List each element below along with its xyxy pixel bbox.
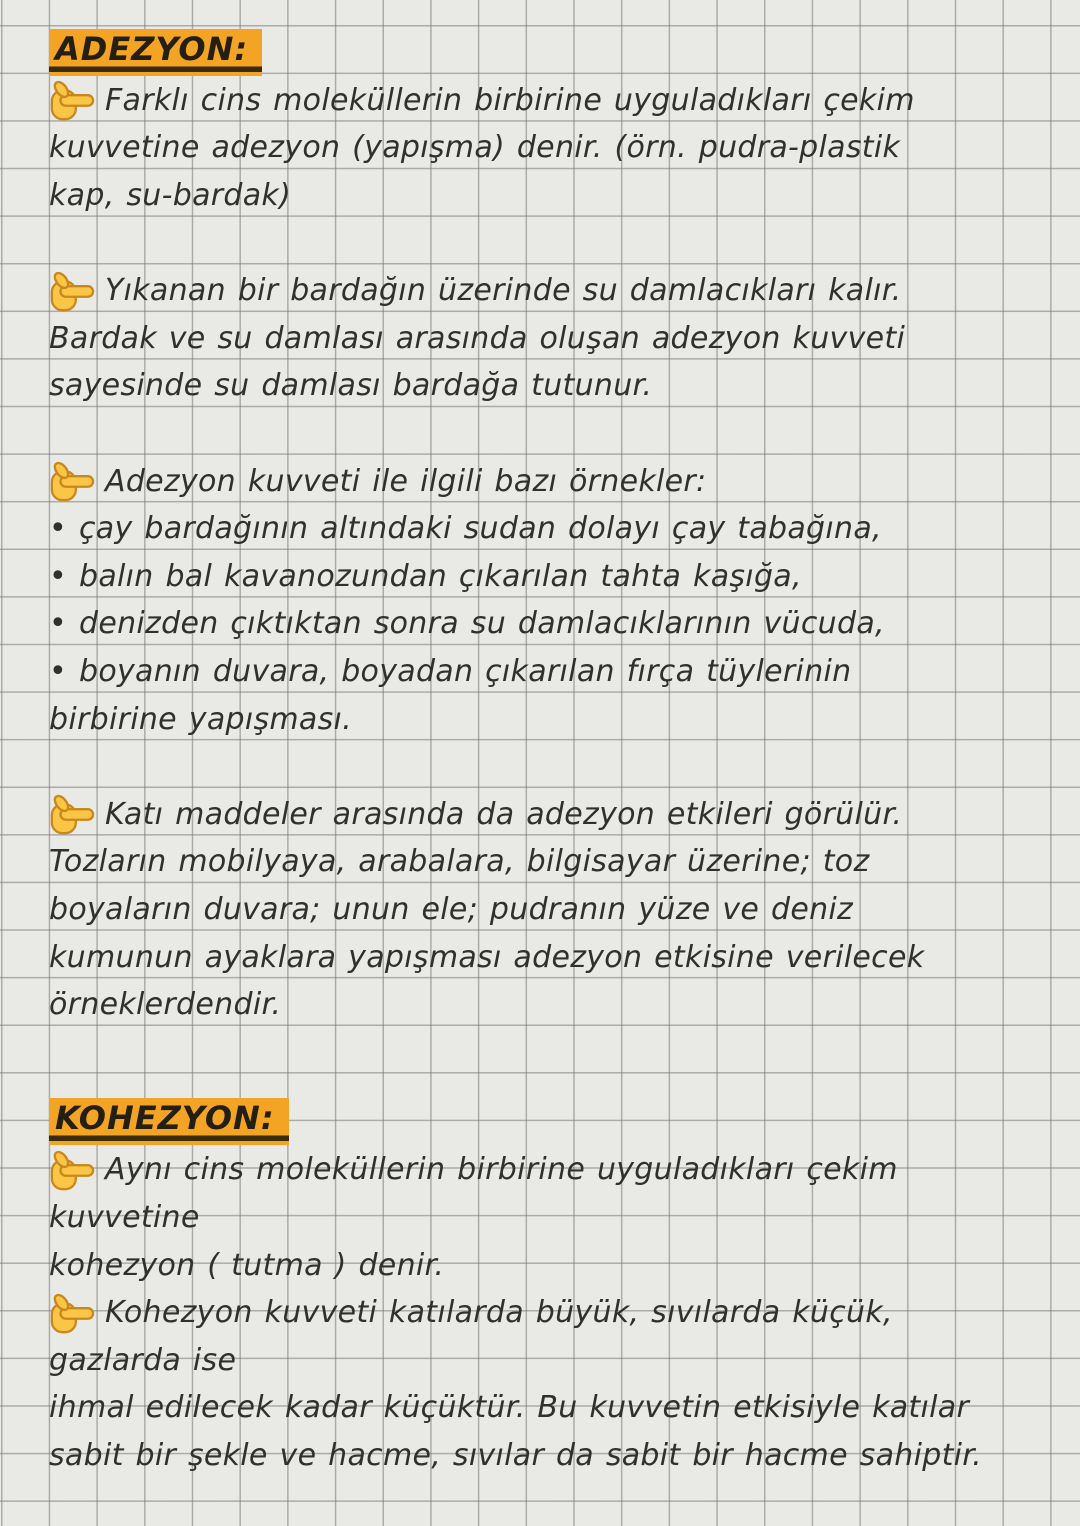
note-line: [49, 77, 1080, 125]
heading-highlight: ADEZYON:: [49, 29, 262, 76]
note-line: [49, 457, 1080, 505]
line-text: kohezyon ( tutma ) denir.: [49, 1247, 445, 1283]
note-line: [49, 1336, 1080, 1384]
line-text: Katı maddeler arasında da adezyon etkileri görülür.: [105, 796, 903, 832]
note-line: [49, 791, 1080, 839]
note-line: [49, 172, 1080, 220]
line-text: sabit bir şekle ve hacme, sıvılar da sabit bir hacme sahiptir.: [49, 1437, 982, 1473]
note-line: [49, 838, 1080, 886]
line-text: boyanın duvara, boyadan çıkarılan fırça tüylerinin: [79, 654, 852, 690]
line-text: Tozların mobilyaya, arabalara, bilgisayar üzerine; toz: [49, 844, 870, 880]
note-line: [49, 648, 1080, 696]
bullet-icon: •: [49, 511, 67, 547]
note-line: [49, 1194, 1080, 1242]
line-text: gazlarda ise: [49, 1342, 237, 1378]
paragraph: [49, 457, 1080, 743]
note-line: [49, 124, 1080, 172]
note-line: [49, 933, 1080, 981]
line-text: örneklerdendir.: [49, 987, 282, 1023]
line-text: denizden çıktıktan sonra su damlacıklarının vücuda,: [79, 606, 885, 642]
note-line: [49, 1432, 1080, 1480]
line-text: çay bardağının altındaki sudan dolayı çay tabağına,: [79, 511, 882, 547]
pointing-right-finger-icon: [49, 792, 95, 836]
line-text: kuvvetine adezyon (yapışma) denir. (örn. pudra-plastik: [49, 130, 901, 166]
note-line: [49, 886, 1080, 934]
bullet-icon: •: [49, 654, 67, 690]
line-text: birbirine yapışması.: [49, 701, 353, 737]
line-text: Kohezyon kuvveti katılarda büyük, sıvılarda küçük,: [105, 1295, 893, 1331]
note-line: [49, 505, 1080, 553]
paragraph: [49, 1146, 1080, 1479]
paragraph: [49, 791, 1080, 1029]
note-line: [49, 1384, 1080, 1432]
note-line: [49, 362, 1080, 410]
section-heading-kohezyon: [49, 1098, 1080, 1146]
line-text: kap, su-bardak): [49, 178, 292, 214]
line-text: Bardak ve su damlası arasında oluşan adezyon kuvveti: [49, 320, 906, 356]
note-line: [49, 695, 1080, 743]
line-text: balın bal kavanozundan çıkarılan tahta kaşığa,: [79, 558, 802, 594]
section-heading-adezyon: [49, 29, 1080, 77]
pointing-right-finger-icon: [49, 269, 95, 313]
note-line: [49, 267, 1080, 315]
note-line: [49, 315, 1080, 363]
pointing-right-finger-icon: [49, 459, 95, 503]
pointing-right-finger-icon: [49, 1148, 95, 1192]
note-line: [49, 981, 1080, 1029]
heading-highlight: KOHEZYON:: [49, 1098, 289, 1145]
paragraph: [49, 77, 1080, 220]
pointing-right-finger-icon: [49, 1291, 95, 1335]
line-text: sayesinde su damlası bardağa tutunur.: [49, 368, 653, 404]
bullet-icon: •: [49, 558, 67, 594]
note-line: [49, 553, 1080, 601]
line-text: Yıkanan bir bardağın üzerinde su damlacıkları kalır.: [105, 273, 902, 309]
line-text: Aynı cins moleküllerin birbirine uyguladıkları çekim: [105, 1152, 898, 1188]
note-line: [49, 1241, 1080, 1289]
line-text: kuvvetine: [49, 1199, 200, 1235]
bullet-icon: •: [49, 606, 67, 642]
line-text: Adezyon kuvveti ile ilgili bazı örnekler:: [105, 463, 707, 499]
line-text: boyaların duvara; unun ele; pudranın yüze ve deniz: [49, 891, 854, 927]
line-text: Farklı cins moleküllerin birbirine uyguladıkları çekim: [105, 82, 915, 118]
paragraph: [49, 267, 1080, 410]
line-text: ihmal edilecek kadar küçüktür. Bu kuvvetin etkisiyle katılar: [49, 1390, 970, 1426]
note-line: [49, 1146, 1080, 1194]
note-line: [49, 600, 1080, 648]
pointing-right-finger-icon: [49, 78, 95, 122]
note-line: [49, 1289, 1080, 1337]
line-text: kumunun ayaklara yapışması adezyon etkisine verilecek: [49, 939, 925, 975]
